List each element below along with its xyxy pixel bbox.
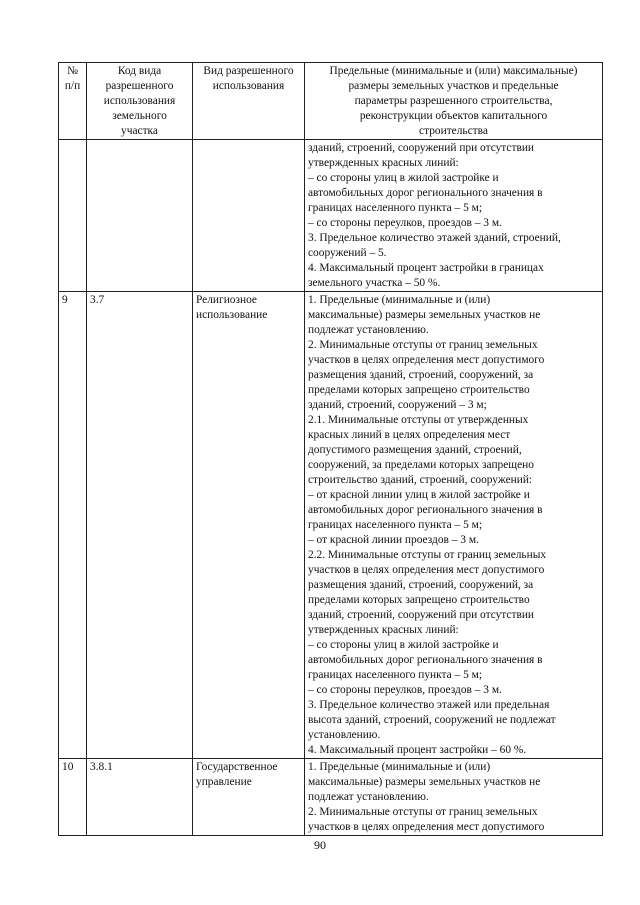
cell-text-line: 1. Предельные (минимальные и (или) [308,761,491,773]
table-row [59,759,603,836]
cell-text-line: участков в целях определения мест допустимого [308,354,545,366]
cell-text-line: пределами которых запрещено строительство [308,384,530,396]
land-use-table [58,62,603,836]
cell-number: 9 [59,292,87,759]
cell-text-line: – со стороны улиц в жилой застройке и [308,639,499,651]
cell-text-line: – от красной линии улиц в жилой застройке и [308,489,530,501]
header-line: п/п [64,80,81,92]
cell-text-line: сооружений – 5. [308,247,387,259]
cell-text-line: границах населенного пункта – 5 м; [308,519,483,531]
cell-text-line: Государственное [196,761,278,773]
cell-text-line: участков в целях определения мест допустимого [308,564,545,576]
cell-text-line: красных линий в целях определения мест [308,429,511,441]
header-line: № [67,65,78,77]
cell-text-line: 1. Предельные (минимальные и (или) [308,294,491,306]
cell-text-line: размещения зданий, строений, сооружений, за [308,369,534,381]
cell-text-line: 2.2. Минимальные отступы от границ земельных [308,549,547,561]
cell-text-line: – со стороны переулков, проездов – 3 м. [308,217,502,229]
table-body [59,140,603,836]
cell-text-line: земельного участка – 50 %. [308,277,441,289]
cell-text-line: управление [196,776,252,788]
cell-text-line: – от красной линии проездов – 3 м. [308,534,479,546]
table-row [59,292,603,759]
cell-parameters [305,292,603,759]
cell-text-line: максимальные) размеры земельных участков не [308,776,541,788]
cell-text-line: 3. Предельное количество этажей или предельная [308,699,550,711]
cell-text-line: 4. Максимальный процент застройки в границах [308,262,544,274]
cell-text-line: подлежат установлению. [308,791,429,803]
cell-text-line: участков в целях определения мест допустимого [308,821,545,833]
cell-text-line: – со стороны улиц в жилой застройке и [308,172,499,184]
page-number: 90 [314,838,326,852]
cell-text-line: 3. Предельное количество этажей зданий, строений, [308,232,561,244]
header-parameters [305,63,603,140]
cell-text-line: автомобильных дорог регионального значения в [308,187,543,199]
cell-text-line: границах населенного пункта – 5 м; [308,202,483,214]
cell-text-line: допустимого размещения зданий, строений, [308,444,522,456]
header-line: параметры разрешенного строительства, [354,95,553,107]
header-line: реконструкции объектов капитального [359,110,548,122]
cell-text-line: зданий, строений, сооружений – 3 м; [308,399,487,411]
table-row [59,140,603,292]
cell-text-line: – со стороны переулков, проездов – 3 м. [308,684,502,696]
cell-text-line: зданий, строений, сооружений при отсутствии [308,609,535,621]
cell-text-line: утвержденных красных линий: [308,157,459,169]
cell-text-line: максимальные) размеры земельных участков не [308,309,541,321]
header-use-code [87,63,193,140]
header-number [59,63,87,140]
header-line: размеры земельных участков и предельные [348,80,559,92]
header-line: Вид разрешенного [203,65,294,77]
cell-text-line: использование [196,309,268,321]
cell-text-line: автомобильных дорог регионального значения в [308,504,543,516]
header-line: строительства [419,125,488,137]
cell-parameters [305,759,603,836]
cell-text-line: сооружений, за пределами которых запрещено [308,459,534,471]
cell-text-line: 2.1. Минимальные отступы от утвержденных [308,414,529,426]
cell-use-code [87,140,193,292]
header-line: Код вида [117,65,162,77]
cell-text-line: 2. Минимальные отступы от границ земельных [308,806,538,818]
cell-number: 10 [59,759,87,836]
cell-text-line: строительство зданий, строений, сооружений: [308,474,533,486]
header-line: земельного [112,110,167,122]
cell-text-line: границах населенного пункта – 5 м; [308,669,483,681]
header-line: Предельные (минимальные и (или) максимальные) [329,65,578,77]
table-header-row [59,63,603,140]
cell-text-line: подлежат установлению. [308,324,429,336]
cell-text-line: пределами которых запрещено строительство [308,594,530,606]
cell-text-line: автомобильных дорог регионального значения в [308,654,543,666]
cell-parameters [305,140,603,292]
header-line: использования [103,95,176,107]
header-use-type [193,63,305,140]
cell-text-line: Религиозное [196,294,257,306]
header-line: использования [212,80,285,92]
cell-use-type [193,140,305,292]
header-line: разрешенного [105,80,174,92]
cell-text-line: зданий, строений, сооружений при отсутствии [308,142,535,154]
cell-text-line: высота зданий, строений, сооружений не подлежат [308,714,556,726]
cell-text-line: 2. Минимальные отступы от границ земельных [308,339,538,351]
cell-use-code: 3.8.1 [87,759,193,836]
cell-number [59,140,87,292]
header-line: участка [121,125,158,137]
cell-use-type [193,759,305,836]
cell-text-line: утвержденных красных линий: [308,624,459,636]
cell-use-code: 3.7 [87,292,193,759]
cell-text-line: размещения зданий, строений, сооружений, за [308,579,534,591]
cell-use-type [193,292,305,759]
cell-text-line: установлению. [308,729,381,741]
cell-text-line: 4. Максимальный процент застройки – 60 %. [308,744,527,756]
